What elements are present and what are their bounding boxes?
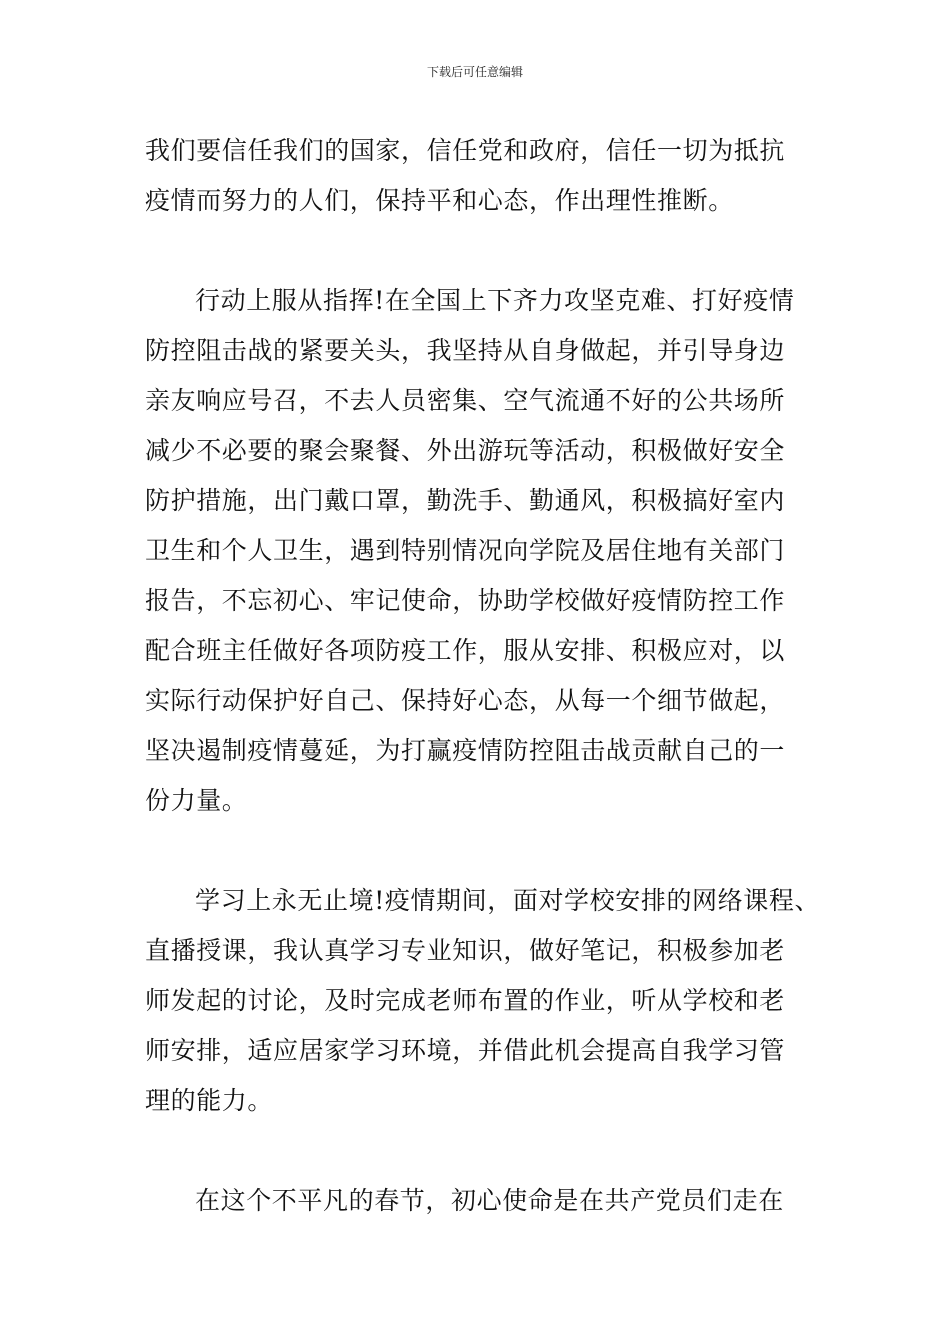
- paragraph-2-line-10: 坚决遏制疫情蔓延，为打赢疫情防控阻击战贡献自己的一: [145, 736, 786, 765]
- paragraph-2-line-7: 报告，不忘初心、牢记使命，协助学校做好疫情防控工作: [145, 586, 786, 615]
- paragraph-2-line-4: 减少不必要的聚会聚餐、外出游玩等活动，积极做好安全: [145, 436, 786, 465]
- paragraph-3-line-2: 直播授课，我认真学习专业知识，做好笔记，积极参加老: [145, 936, 786, 965]
- paragraph-2-line-11: 份力量。: [145, 786, 248, 815]
- paragraph-3-line-3: 师发起的讨论，及时完成老师布置的作业，听从学校和老: [145, 986, 786, 1015]
- paragraph-3-line-1: 学习上永无止境!疫情期间，面对学校安排的网络课程、: [195, 886, 821, 915]
- paragraph-3-line-5: 理的能力。: [145, 1086, 274, 1115]
- paragraph-3-line-4: 师安排，适应居家学习环境，并借此机会提高自我学习管: [145, 1036, 786, 1065]
- paragraph-1-line-2: 疫情而努力的人们，保持平和心态，作出理性推断。: [145, 186, 734, 215]
- paragraph-2-line-5: 防护措施，出门戴口罩，勤洗手、勤通风，积极搞好室内: [145, 486, 786, 515]
- paragraph-2-line-6: 卫生和个人卫生，遇到特别情况向学院及居住地有关部门: [145, 536, 786, 565]
- paragraph-2-line-2: 防控阻击战的紧要关头，我坚持从自身做起，并引导身边: [145, 336, 786, 365]
- paragraph-4-line-1: 在这个不平凡的春节，初心使命是在共产党员们走在: [195, 1186, 784, 1215]
- page-header: 下载后可任意编辑: [426, 65, 523, 79]
- paragraph-1-line-1: 我们要信任我们的国家，信任党和政府，信任一切为抵抗: [145, 136, 786, 165]
- paragraph-2-line-9: 实际行动保护好自己、保持好心态，从每一个细节做起，: [145, 686, 786, 715]
- paragraph-2-line-3: 亲友响应号召，不去人员密集、空气流通不好的公共场所: [145, 386, 786, 415]
- paragraph-2-line-8: 配合班主任做好各项防疫工作，服从安排、积极应对，以: [145, 636, 786, 665]
- paragraph-2-line-1: 行动上服从指挥!在全国上下齐力攻坚克难、打好疫情: [195, 286, 795, 315]
